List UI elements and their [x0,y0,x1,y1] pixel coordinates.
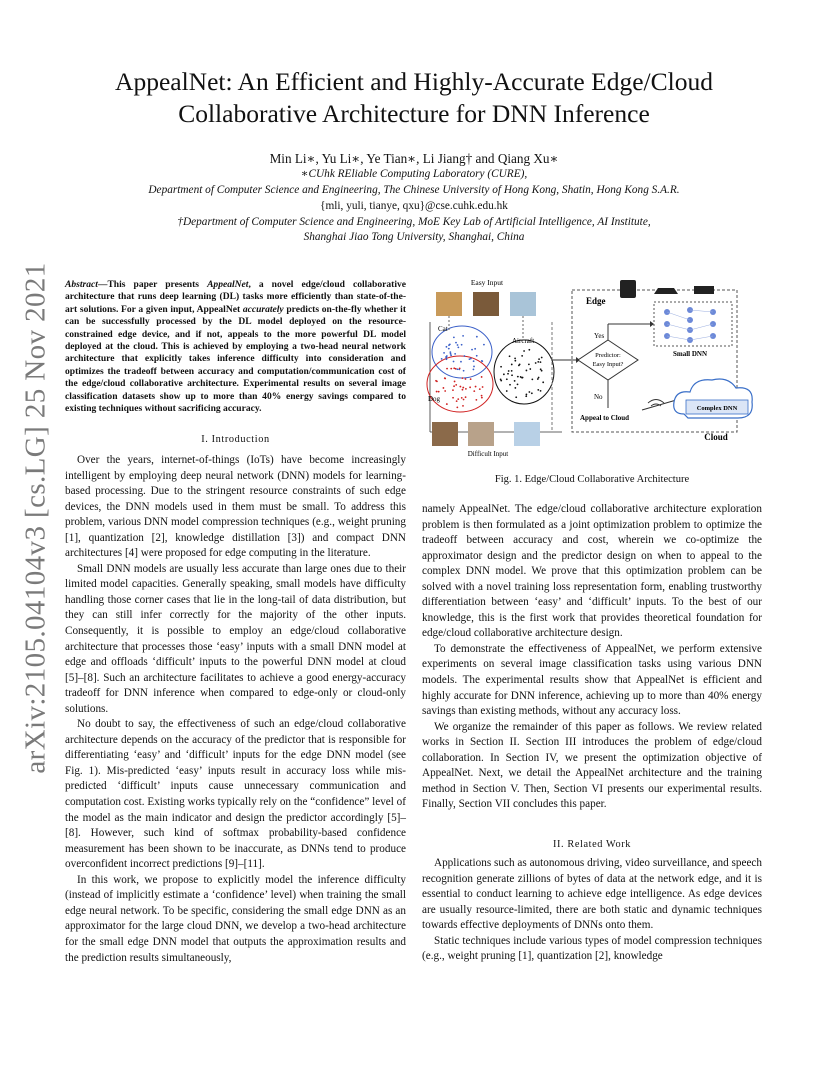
arxiv-id-text: arXiv:2105.04104v3 [cs.LG] 25 Nov 2021 [19,262,52,774]
cluster-point [509,355,511,357]
cluster-point [508,370,510,372]
easy-input-label: Easy Input [470,278,504,287]
cluster-point [514,357,516,359]
cluster-point [517,383,519,385]
dog-image [473,292,499,316]
cluster-point [482,386,484,388]
cluster-point [438,391,440,393]
cluster-point [441,358,443,360]
intro-paragraph-1: Over the years, internet-of-things (IoTs) have become increasingly intelligent by employing deep neural network (DNN) models for learning-based processing. Due to the stringent resource constraints of such edge devices, the DNN models used in them must be small. To address this problem, various DNN model compression techniques (e.g., weight pruning [1], quantization [2], knowledge distillation [3]) and compact DNN architectures [4] were proposed for edge computing in the literature. [65,454,406,560]
cluster-point [454,353,456,355]
edge-label: Edge [586,296,606,306]
cluster-point [465,396,467,398]
cluster-point [514,387,516,389]
intro-column-right [422,502,762,813]
cluster-point [525,395,527,397]
cluster-point [455,342,457,344]
small-dnn-network [654,302,732,346]
cluster-point [459,386,461,388]
abstract-accurately: accurately [242,303,284,315]
cluster-point [457,346,459,348]
cluster-point [473,390,475,392]
cluster-point [537,361,539,363]
cluster-point [471,349,473,351]
cluster-point [453,385,455,387]
affiliation-sjtu: †Department of Computer Science and Engineering, MoE Key Lab of Artificial Intelligence, AI Institute, [177,216,651,228]
cluster-point [455,368,457,370]
author-emails: {mli, yuli, tianye, qxu}@cse.cuhk.edu.hk [320,200,508,212]
cluster-point [515,396,517,398]
cluster-point [535,362,537,364]
cluster-point [479,388,481,390]
cluster-point [481,360,483,362]
cluster-point [514,360,516,362]
cluster-point [457,368,459,370]
cluster-point [452,397,454,399]
cluster-point [448,348,450,350]
abstract-lead: Abstract [65,279,98,290]
cluster-point [455,384,457,386]
cluster-point [521,355,523,357]
difficult-image-1 [432,422,458,446]
abstract [65,279,406,415]
cluster-point [450,353,452,355]
cluster-point [449,351,451,353]
cluster-point [469,386,471,388]
cluster-point [461,344,463,346]
cluster-point [462,335,464,337]
cluster-point [511,374,513,376]
cluster-point [476,355,478,357]
predictor-question: Easy Input? [592,361,624,368]
small-dnn-label: Small DNN [672,350,708,358]
cluster-point [457,398,459,400]
abstract-text-3: predicts on-the-fly whether it can be successfully processed by the DL model deployed on the resource-constrained edge device, and if not, appeals to the more powerful DL model deployed at the cloud. This is achieved by employing a two-head neural network architecture that explicitly takes inference difficulty into consideration and optimizes the tradeoff between accuracy and computation/communication cost of the edge/cloud collaborative architecture. Experimental results on several image classification datasets show up to more than 40% energy savings compared to existing techniques without sacrificing accuracy. [65,303,406,415]
intro-paragraph-2: Small DNN models are usually less accurate than large ones due to their limited model capacities. Generally speaking, small models have difficulty handling those corner cases that lie in the long-tail of data distribution, but they can still infer correctly for the majority of the other inputs. Consequently, it is possible to employ an edge/cloud collaborative architecture that processes those ‘easy’ inputs with a small DNN model at edge and offloads ‘difficult’ inputs to the powerful DNN model at cloud [5]–[8]. Such an architecture facilitates to achieve a good energy-accuracy tradeoff for DNN inference when compared to edge-only or cloud-only solutions. [65,562,406,715]
dog-cluster [427,356,493,412]
cluster-point [481,397,483,399]
appeal-to-cloud-label: Appeal to Cloud [580,414,630,422]
no-label: No [594,393,603,401]
cluster-point [528,391,530,393]
cluster-point [456,400,458,402]
cluster-point [446,403,448,405]
cluster-point [509,384,511,386]
cluster-point [449,343,451,345]
difficult-image-3 [514,422,540,446]
cluster-point [531,392,533,394]
cluster-point [446,346,448,348]
architecture-diagram [422,272,767,467]
cluster-point [511,364,513,366]
cluster-point [465,378,467,380]
cluster-point [525,394,527,396]
cluster-point [475,386,477,388]
cluster-point [481,376,483,378]
cluster-point [506,378,508,380]
cluster-point [528,363,530,365]
cluster-point [523,350,525,352]
aircraft-label: Aircraft [512,337,535,345]
cluster-point [452,389,454,391]
cluster-point [463,399,465,401]
cluster-point [520,376,522,378]
cluster-point [500,378,502,380]
cluster-point [444,390,446,392]
cluster-point [519,364,521,366]
cluster-point [435,380,437,382]
cluster-point [529,368,531,370]
aircraft-image [510,292,536,316]
cluster-point [453,337,455,339]
camera-icon [694,286,714,294]
abstract-text-2: , a novel edge/cloud collaborative architecture that runs deep learning (DL) tasks more efficiently than state-of-the-art solutions. For a given input, AppealNet [65,279,406,315]
cluster-point [537,389,539,391]
cluster-point [540,390,542,392]
cluster-point [474,348,476,350]
cluster-point [463,370,465,372]
predictor-diamond [578,340,638,380]
dog-label: Dog [428,395,441,403]
predictor-label: Predictor: [595,352,621,359]
cluster-point [450,368,452,370]
cluster-point [464,355,466,357]
cluster-point [500,366,502,368]
cat-cluster [432,326,492,378]
cluster-point [541,357,543,359]
cluster-point [517,376,519,378]
author-list: Min Li∗, Yu Li∗, Ye Tian∗, Li Jiang† and Qiang Xu∗ [269,151,559,166]
cluster-point [443,352,445,354]
cluster-point [473,366,475,368]
cluster-point [476,336,478,338]
affiliation-sjtu-location: Shanghai Jiao Tong University, Shanghai, China [303,231,525,243]
cluster-point [542,381,544,383]
cluster-point [446,368,448,370]
affiliation-cuhk: Department of Computer Science and Engineering, The Chinese University of Hong Kong, Shatin, Hong Kong S.A.R. [148,184,680,196]
cluster-point [540,368,542,370]
cluster-point [457,344,459,346]
cat-label: Cat [438,325,448,333]
intro-right-paragraph-3: We organize the remainder of this paper as follows. We review related works in Section II. Section III introduces the problem of edge/cloud collaboration. In Section IV, we present the optimization objective of AppealNet. Next, we detail the AppealNet architecture and the training method in Section V. Then, Section VI presents our experimental results. Finally, Section VII concludes this paper. [422,720,762,811]
cluster-point [454,381,456,383]
yes-label: Yes [594,332,605,340]
cluster-point [462,387,464,389]
intro-paragraph-3: No doubt to say, the effectiveness of such an edge/cloud collaborative architecture depends on the accuracy of the predictor that is responsible for differentiating ‘easy’ and ‘difficult’ inputs for the edge DNN model (see Fig. 1). Mis-predicted ‘easy’ inputs result in accuracy loss while mis-predicted ‘difficult’ inputs cause unnecessary communication and computation cost. Existing works typically rely on the “confidence” level of the model as the main indicator and design the predictor accordingly [5]–[8]. However, such kind of softmax probability-based confidence measurement has been shown to be inaccurate, as DNNs tend to produce overconfident incorrect predictions [9]–[11]. [65,718,406,871]
cluster-point [446,355,448,357]
cluster-point [528,349,530,351]
difficult-input-label: Difficult Input [467,450,509,458]
paper-title: AppealNet: An Efficient and Highly-Accurate Edge/Cloud Collaborative Architecture for DNN Inference [115,67,713,128]
intro-right-paragraph-1: namely AppealNet. The edge/cloud collaborative architecture exploration problem is then formulated as a joint optimization problem to optimize the tradeoff between accuracy and cost, wherein we co-optimize the approximator design and the predictor design on when to appeal to the complex DNN model. We prove that this optimization problem can be solved with a novel training loss representation form, enabling trustworthy differentiation between ‘easy’ and ‘difficult’ inputs. To the best of our knowledge, this is the first work that provides theoretical foundation for edge/cloud collaborative architecture design. [422,503,762,640]
abstract-text-1: —This paper presents [97,279,208,290]
cluster-point [473,369,475,371]
figure-1 [422,272,767,467]
cluster-point [531,378,533,380]
yes-arrow-head [650,321,654,327]
related-paragraph-2: Static techniques include various types of model compression techniques (e.g., weight pruning [1], quantization [2], knowledge [422,934,762,963]
cluster-point [459,367,461,369]
car-icon [654,288,678,294]
cluster-point [538,358,540,360]
cluster-point [538,377,540,379]
cluster-point [507,373,509,375]
intro-right-paragraph-2: To demonstrate the effectiveness of AppealNet, we perform extensive experiments on several image classification tasks using various DNN models. The experimental results show that AppealNet is efficient and highly accurate for DNN inference, achieving up to more than 40% energy savings than existing methods, without any accuracy loss. [422,642,762,718]
related-paragraph-1: Applications such as autonomous driving, video surveillance, and speech recognition generate zillions of bytes of data at the network edge, and it is essential to conduct learning to achieve edge intelligence. As edge devices are usually resource-limited, there are both static and dynamic techniques towards effective deployments of DNNs onto them. [422,857,762,932]
cluster-point [514,380,516,382]
cluster-point [465,388,467,390]
cluster-point [475,399,477,401]
cluster-point [462,389,464,391]
wifi-icon [648,400,664,407]
cluster-point [526,370,528,372]
cluster-point [483,344,485,346]
cluster-point [446,358,448,360]
cluster-point [436,391,438,393]
cluster-point [469,358,471,360]
complex-dnn-label: Complex DNN [696,405,738,412]
figure-1-caption: Fig. 1. Edge/Cloud Collaborative Architecture [494,474,690,485]
cluster-point [460,361,462,363]
cluster-point [456,406,458,408]
cluster-point [511,370,513,372]
intro-paragraph-4: In this work, we propose to explicitly model the inference difficulty (instead of implicitly estimate a ‘confidence’ level) when training the small edge neural network. To be specific, considering the small edge DNN as an approximator for the large cloud DNN, we develop a two-head architecture for the small edge DNN model that outputs the approximation results and the prediction results simultaneously, [65,873,406,964]
cluster-point [453,361,455,363]
aircraft-cluster [494,340,554,404]
cluster-point [473,360,475,362]
cluster-point [462,405,464,407]
section-related-work-heading: II. Related Work [552,839,632,850]
related-work-column [422,856,762,965]
affiliation-cure: ∗CUhk REliable Computing Laboratory (CURE), [300,168,528,180]
arxiv-side-label [8,262,64,774]
cluster-point [461,397,463,399]
intro-column-left [65,453,406,966]
cluster-point [470,378,472,380]
cloud-label: Cloud [704,432,728,442]
cluster-point [444,377,446,379]
cluster-point [503,373,505,375]
cat-image [436,292,462,316]
cluster-point [462,377,464,379]
abstract-appealnet: AppealNet [207,279,249,290]
robot-icon [620,280,636,298]
section-introduction-heading: I. Introduction [201,434,270,445]
difficult-image-2 [468,422,494,446]
cluster-point [481,395,483,397]
cluster-point [540,361,542,363]
cluster-point [506,390,508,392]
cluster-point [443,387,445,389]
